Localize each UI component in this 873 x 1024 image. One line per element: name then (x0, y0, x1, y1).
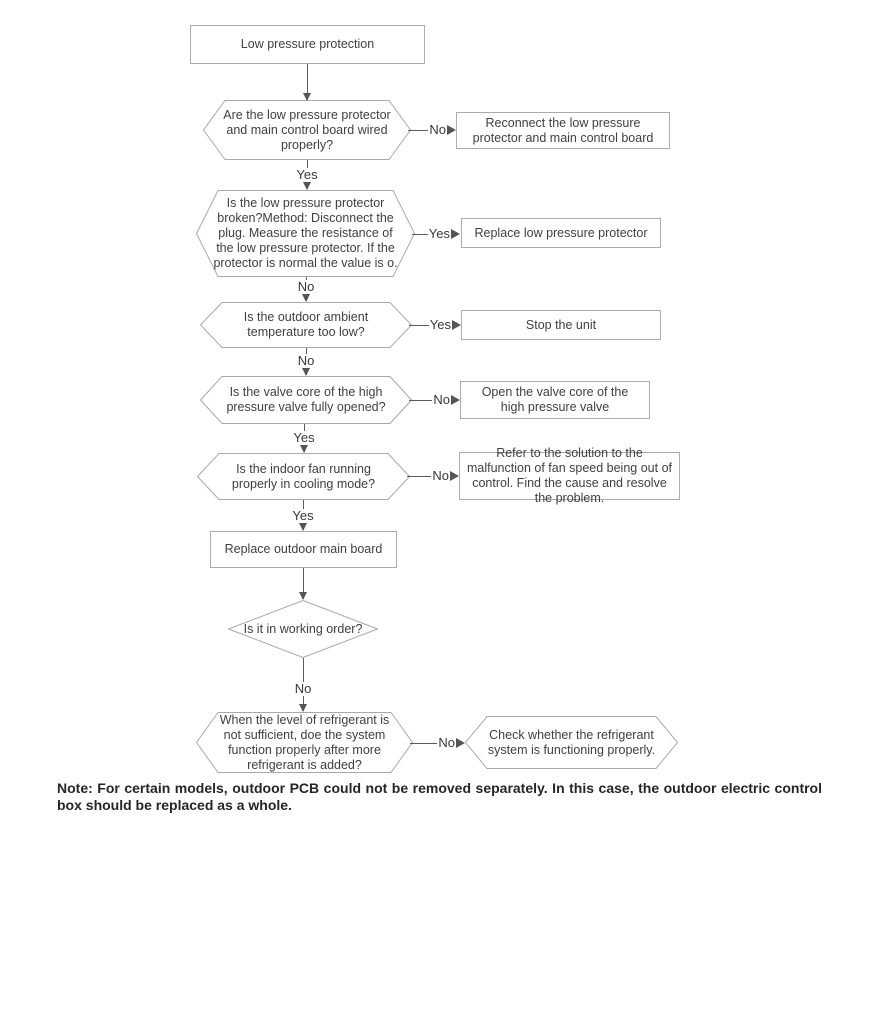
arrow-right-icon (452, 320, 461, 330)
arrow-down-icon (299, 592, 307, 600)
decision-valve-core-label: Is the valve core of the high pressure valve fully opened? (226, 385, 386, 414)
edge-label-yes: Yes (289, 509, 316, 523)
arrow-down-icon (302, 294, 310, 302)
action-check-refrigerant-label: Check whether the refrigerant system is functioning properly. (487, 727, 656, 757)
edge-fan-yes (285, 500, 321, 531)
decision-refrigerant-label: When the level of refrigerant is not sufficient, doe the system function properly after more refrigerant is added? (219, 712, 390, 772)
action-reconnect-label: Reconnect the low pressure protector and main control board (472, 115, 654, 145)
edge-label-no: No (295, 354, 318, 368)
start-node (190, 25, 425, 64)
decision-wiring-node (203, 100, 411, 160)
edge-wiring-yes (289, 160, 325, 190)
arrow-right-icon (451, 395, 460, 405)
action-open-valve-node (460, 381, 650, 419)
edge-working-no (285, 658, 321, 712)
decision-ambient-temp-node (200, 302, 412, 348)
arrow-down-icon (300, 445, 308, 453)
decision-valve-core-node (200, 376, 412, 424)
decision-refrigerant-node (196, 712, 413, 773)
action-replace-protector-label: Replace low pressure protector (474, 225, 648, 240)
arrow-right-icon (456, 738, 465, 748)
edge-label-no: No (429, 122, 446, 137)
edge-board-to-working (285, 568, 321, 600)
edge-line (409, 400, 432, 401)
action-stop-unit-node (461, 310, 661, 340)
note-text: Note: For certain models, outdoor PCB could not be removed separately. In this case, the outdoor electric control box should be replaced as a whole. (57, 780, 822, 813)
arrow-down-icon (302, 368, 310, 376)
decision-protector-broken-label: Is the low pressure protector broken?Method: Disconnect the plug. Measure the resistance of the low pressure protector. If the protector is normal the value is o. (213, 196, 398, 270)
start-node-label: Low pressure protection (240, 37, 375, 51)
edge-valve-no (409, 391, 460, 409)
arrow-down-icon (299, 523, 307, 531)
edge-wiring-no (408, 121, 456, 139)
edge-refrigerant-no (410, 734, 465, 752)
edge-label-yes: Yes (290, 431, 317, 445)
action-open-valve-label: Open the valve core of the high pressure valve (481, 385, 629, 414)
decision-indoor-fan-node (197, 453, 410, 500)
action-stop-unit-label: Stop the unit (525, 317, 597, 332)
decision-ambient-temp-label: Is the outdoor ambient temperature too low? (243, 310, 369, 339)
action-replace-main-board-node (210, 531, 397, 568)
edge-label-no: No (295, 280, 318, 294)
edge-label-no: No (433, 392, 450, 407)
decision-wiring-label: Are the low pressure protector and main control board wired properly? (223, 107, 391, 152)
action-fan-solution-node (459, 446, 680, 505)
edge-label-yes: Yes (429, 317, 451, 332)
action-check-refrigerant-node (465, 716, 678, 769)
edge-protector-no (288, 277, 324, 302)
arrow-down-icon (303, 182, 311, 190)
edge-line (407, 476, 431, 477)
arrow-right-icon (450, 471, 459, 481)
edge-label-yes: Yes (293, 168, 320, 182)
edge-label-yes: Yes (428, 226, 450, 241)
decision-indoor-fan-label: Is the indoor fan running properly in cooling mode? (231, 461, 376, 491)
edge-line (410, 743, 437, 744)
arrow-right-icon (447, 125, 456, 135)
edge-line (408, 130, 428, 131)
action-replace-protector-node (461, 218, 661, 248)
edge-label-no: No (292, 682, 315, 696)
edge-label-no: No (438, 735, 455, 750)
decision-working-order-label: Is it in working order? (243, 621, 363, 636)
arrow-down-icon (299, 704, 307, 712)
edge-fan-no (407, 467, 459, 485)
arrow-right-icon (451, 229, 460, 239)
decision-protector-broken-node (196, 190, 415, 277)
decision-working-order-node (228, 600, 378, 658)
edge-ambient-yes (409, 316, 461, 334)
edge-start-to-wiring (289, 64, 325, 101)
edge-protector-yes (412, 225, 460, 243)
edge-valve-yes (286, 424, 322, 453)
edge-label-no: No (432, 468, 449, 483)
arrow-down-icon (303, 93, 311, 101)
edge-ambient-no (288, 348, 324, 376)
action-replace-main-board-label: Replace outdoor main board (224, 542, 383, 556)
action-reconnect-node (456, 112, 670, 149)
action-fan-solution-label: Refer to the solution to the malfunction of fan speed being out of control. Find the cause and resolve the problem. (466, 446, 672, 505)
